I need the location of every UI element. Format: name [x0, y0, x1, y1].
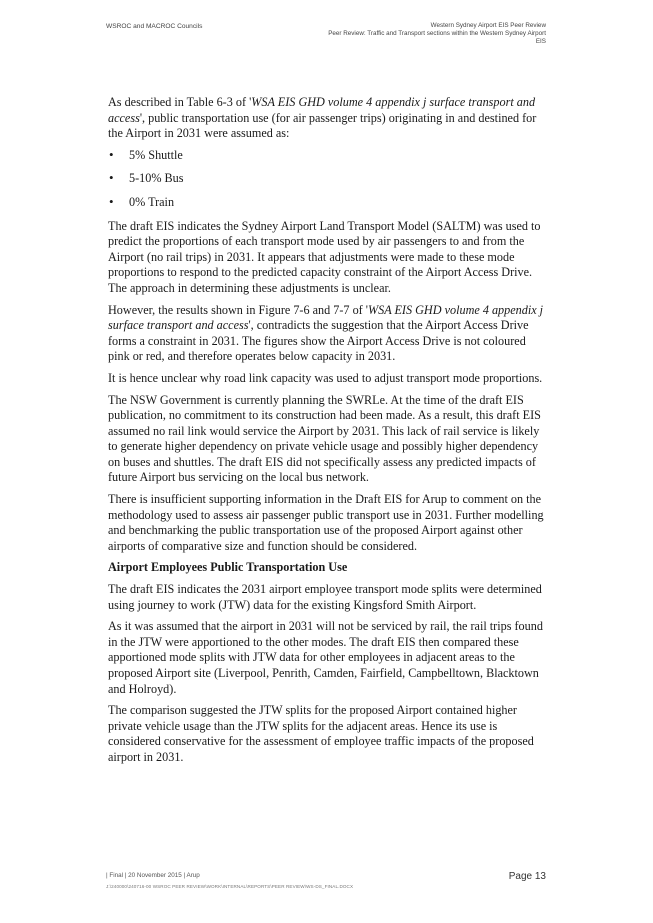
- section-heading: Airport Employees Public Transportation Use: [108, 560, 348, 575]
- paragraph-8: As it was assumed that the airport in 2031 will not be serviced by rail, the rail trips found in the JTW were apportioned to the other modes. The draft EIS then compared these apportioned mode splits with JTW data for other employees in adjacent areas to the proposed Airport site (Liverpool, Penrith, Camden, Fairfield, Campbelltown, Blacktown and Holroyd).: [108, 619, 543, 696]
- mode-share-list: [108, 148, 548, 211]
- list-item: [108, 195, 548, 211]
- footer-file-path: J:\240000\240716-00 WSROC PEER REVIEW\WORK\INTERNAL\REPORTS\PEER REVIEW\WS-DS_FINAL.DOCX: [106, 884, 354, 889]
- header-right: [328, 22, 546, 46]
- bullet-icon: •: [109, 170, 114, 186]
- header-right-line-3: EIS: [535, 38, 546, 45]
- paragraph-5: The NSW Government is currently planning the SWRLe. At the time of the draft EIS publication, no commitment to its construction had been made. As a result, this draft EIS assumed no rail link would service the Airport by 2031. This lack of rail service is likely to generate higher dependency on private vehicle usage and possibly higher dependency on buses and shuttles. The draft EIS did not specifically assess any predicted impacts of future Airport bus servicing on the local bus network.: [108, 392, 541, 485]
- paragraph-3-text-a: However, the results shown in Figure 7-6 and 7-7 of ': [108, 302, 368, 317]
- paragraph-3: [108, 303, 548, 365]
- document-body: [108, 95, 548, 772]
- paragraph-3-text-b: ', contradicts the suggestion that the Airport Access Drive forms a constraint in 2031. The figures show the Airport Access Drive is not coloured pink or red, and therefore operates below capacity in 2031.: [108, 318, 529, 364]
- paragraph-1-text-a: As described in Table 6-3 of ': [108, 95, 252, 109]
- paragraph-1: [108, 95, 548, 142]
- list-item-text: 5-10% Bus: [129, 171, 184, 186]
- header-right-line-1: Western Sydney Airport EIS Peer Review: [430, 22, 546, 29]
- paragraph-1-citation: WSA EIS GHD volume 4 appendix j surface transport and access: [108, 95, 536, 125]
- list-item: [108, 148, 548, 164]
- list-item-text: 5% Shuttle: [129, 147, 183, 162]
- paragraph-7: The draft EIS indicates the 2031 airport employee transport mode splits were determined using journey to work (JTW) data for the existing Kingsford Smith Airport.: [108, 582, 542, 612]
- bullet-icon: •: [109, 193, 114, 209]
- bullet-icon: •: [109, 146, 114, 162]
- paragraph-2: The draft EIS indicates the Sydney Airport Land Transport Model (SALTM) was used to predict the proportions of each transport mode used by air passengers to and from the Airport (no rail trips) in 2031. It appears that adjustments were made to these mode proportions to respond to the predicted capacity constraint of the Airport Access Drive. The approach in determining these adjustments is unclear.: [108, 218, 541, 295]
- paragraph-1-text-b: ', public transportation use (for air passenger trips) originating in and destined for the Airport in 2031 were assumed as:: [108, 110, 537, 141]
- list-item-text: 0% Train: [129, 194, 175, 209]
- footer-status: | Final | 20 November 2015 | Arup: [106, 872, 200, 879]
- list-item: [108, 171, 548, 187]
- header-left: WSROC and MACROC Councils: [106, 23, 203, 30]
- paragraph-6: There is insufficient supporting information in the Draft EIS for Arup to comment on the methodology used to assess air passenger public transport use in 2031. Further modelling and benchmarking the public transportation use of the proposed Airport against other airports of comparative size and function should be considered.: [108, 492, 544, 553]
- paragraph-9: The comparison suggested the JTW splits for the proposed Airport contained higher private vehicle usage than the JTW splits for the adjacent areas. Hence its use is considered conservative for the assessment of employee traffic impacts of the proposed airport in 2031.: [108, 703, 534, 764]
- header-right-line-2: Peer Review: Traffic and Transport sections within the Western Sydney Airport: [328, 30, 546, 37]
- page-number: Page 13: [508, 871, 546, 882]
- paragraph-4: It is hence unclear why road link capacity was used to adjust transport mode proportions.: [108, 370, 543, 385]
- paragraph-3-citation: WSA EIS GHD volume 4 appendix j surface transport and access: [108, 302, 544, 333]
